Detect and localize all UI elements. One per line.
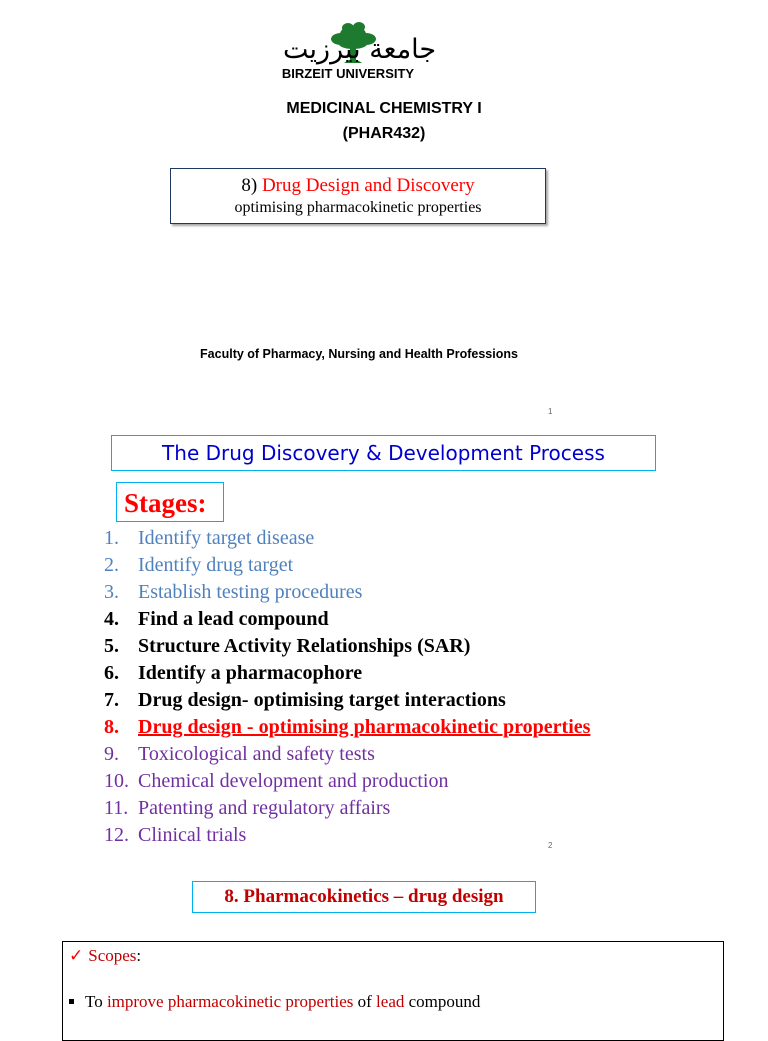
stage-text: Identify drug target [138, 554, 294, 576]
stage-number: 10. [104, 770, 129, 792]
stage-item [104, 822, 744, 849]
scopes-label: Scopes [88, 946, 137, 965]
scope-bullet [69, 992, 480, 1012]
stage-item [104, 606, 744, 633]
scopes-colon: : [136, 946, 142, 965]
stage-number: 7. [104, 689, 119, 711]
stage-text: Drug design- optimising target interactions [138, 689, 506, 711]
bullet-highlight: improve pharmacokinetic properties [106, 992, 354, 1011]
bullet-text: of [353, 992, 377, 1011]
stage-number: 8. [104, 716, 119, 738]
university-name: BIRZEIT UNIVERSITY [281, 66, 415, 81]
stage-item [104, 579, 744, 606]
stage-text: Structure Activity Relationships (SAR) [138, 635, 471, 657]
stage-number: 6. [104, 662, 119, 684]
stage-text: Chemical development and production [138, 770, 449, 792]
lecture-title: Drug Design and Discovery [261, 175, 475, 196]
scopes-title [69, 946, 141, 966]
stage-item [104, 768, 744, 795]
process-heading: The Drug Discovery & Development Process [111, 435, 656, 471]
stage-item [104, 552, 744, 579]
stage-text: Toxicological and safety tests [138, 743, 375, 765]
stage-number: 3. [104, 581, 119, 603]
course-title: MEDICINAL CHEMISTRY I [286, 100, 482, 117]
faculty-name: Faculty of Pharmacy, Nursing and Health Professions [200, 347, 518, 361]
bullet-text: compound [404, 992, 481, 1011]
stage-number: 2. [104, 554, 119, 576]
stage-text: Clinical trials [138, 824, 247, 846]
stage-item [104, 714, 744, 741]
stage-number: 1. [104, 527, 119, 549]
stage-text: Identify a pharmacophore [138, 662, 363, 684]
lecture-number: 8) [241, 175, 258, 196]
stage-text: Drug design - optimising pharmacokinetic properties [138, 716, 591, 738]
stage-number: 12. [104, 824, 129, 846]
lecture-title-box [170, 168, 546, 224]
lecture-subtitle: optimising pharmacokinetic properties [234, 199, 482, 216]
stage-text: Establish testing procedures [138, 581, 363, 603]
stage-number: 11. [104, 797, 129, 819]
pharmacokinetics-heading: 8. Pharmacokinetics – drug design [192, 881, 536, 913]
bullet-highlight: lead [376, 992, 405, 1011]
stage-item [104, 687, 744, 714]
stage-text: Find a lead compound [138, 608, 329, 630]
page-number-1: 1 [548, 407, 553, 416]
stage-item [104, 660, 744, 687]
course-code: (PHAR432) [342, 125, 426, 142]
stage-item [104, 525, 744, 552]
stage-item [104, 795, 744, 822]
square-bullet-icon [69, 999, 74, 1004]
stages-label: Stages: [116, 482, 224, 522]
scopes-box [62, 941, 724, 1041]
stage-text: Patenting and regulatory affairs [138, 797, 391, 819]
stage-item [104, 741, 744, 768]
stage-item [104, 633, 744, 660]
stage-number: 4. [104, 608, 119, 630]
stage-text: Identify target disease [138, 527, 315, 549]
stage-number: 5. [104, 635, 119, 657]
stages-list [104, 525, 744, 849]
page-number-2: 2 [548, 841, 553, 850]
stage-number: 9. [104, 743, 119, 765]
university-arabic-name: جامعة بيرزيت [283, 34, 437, 65]
bullet-text: To [85, 992, 107, 1011]
check-icon: ✓ [69, 946, 84, 965]
